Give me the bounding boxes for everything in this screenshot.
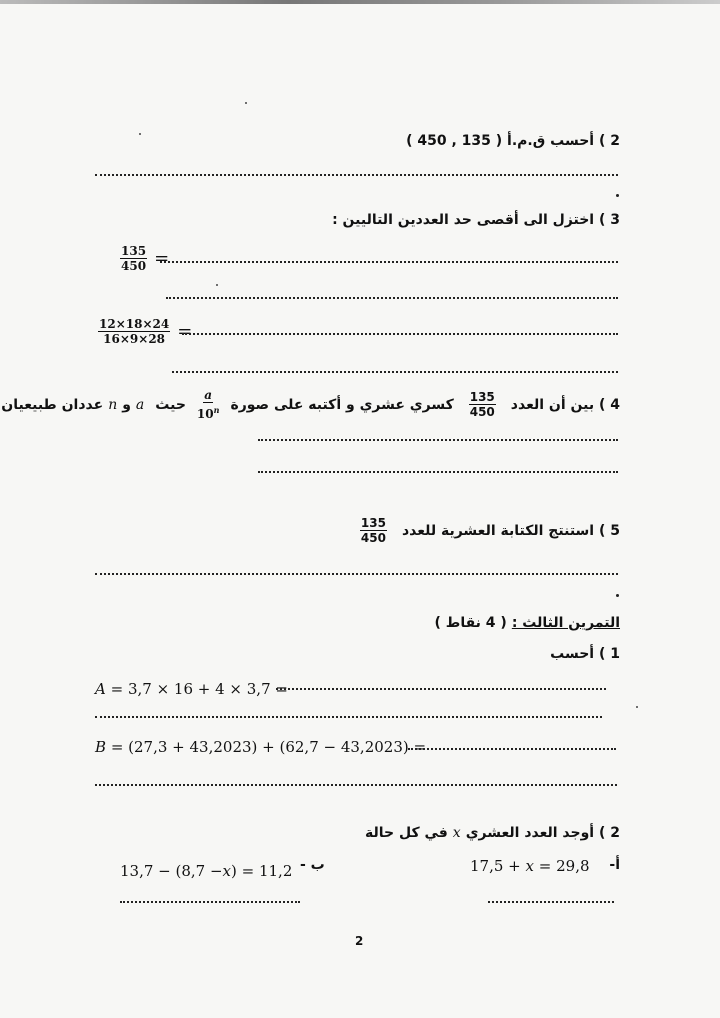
scan-speck (216, 284, 218, 286)
case-b-label: ب - (300, 857, 325, 873)
eq-right: ) = 11,2 (231, 862, 293, 880)
eq-right: = 29,8 (538, 857, 590, 875)
page-number: 2 (355, 934, 364, 948)
numerator: 12×18×24 (99, 317, 170, 331)
var-a: a (135, 396, 145, 413)
var-A: A (95, 680, 106, 698)
exercise-3-title (435, 615, 620, 631)
denominator: 450 (469, 405, 495, 419)
answer-line (95, 716, 602, 718)
answer-line (258, 471, 618, 473)
equals-sign: = (154, 248, 170, 269)
question-3: 3 ) اختزل الى أقصى حد العددين التاليين : (332, 212, 620, 228)
numerator: a (204, 388, 213, 402)
numerator: 135 (121, 244, 147, 258)
scan-speck (636, 706, 638, 708)
q5-text: 5 ) استنتج الكتابة العشرية للعدد (401, 522, 620, 539)
fraction (120, 244, 147, 273)
scan-speck (245, 102, 247, 104)
answer-line (120, 901, 300, 903)
fraction-product-expr (92, 317, 192, 346)
var-x: x (452, 825, 461, 841)
exercise-points: ( 4 نقاط ) (434, 615, 507, 631)
question-4 (1, 388, 620, 421)
scan-speck (139, 133, 141, 135)
eq-left: 13,7 − (8,7 − (120, 862, 223, 880)
p2-prefix: 2 ) أوجد العدد العشري (465, 825, 620, 841)
q4-suffix: عددان طبيعيان (1, 396, 104, 413)
question-2: 2 ) أحسب ق.م.أ ( 135 , 450 ) (406, 133, 620, 149)
var-B: B (95, 738, 107, 756)
dot-mark (616, 194, 619, 197)
var-x: x (525, 857, 534, 875)
answer-line (276, 688, 606, 690)
expression-a (95, 680, 288, 698)
base: 10 (196, 407, 214, 421)
fraction (360, 516, 387, 545)
fraction-135-450-expr (114, 244, 169, 273)
equation-a (470, 857, 590, 875)
fraction-a-over-10n (197, 388, 220, 421)
dot-mark (616, 594, 619, 597)
q4-and: و (122, 396, 131, 413)
q4-middle: كسري عشري و أكتبه على صورة (230, 396, 454, 413)
answer-line (95, 784, 617, 786)
scan-edge (0, 0, 720, 4)
answer-line (160, 261, 618, 263)
question-5 (354, 516, 620, 545)
case-a-label: أ- (609, 857, 620, 873)
q4-where: حيث (155, 396, 186, 413)
a-expr: = 3,7 × 16 + 4 × 3,7 = (110, 680, 288, 698)
part-1-label: 1 ) أحسب (550, 646, 620, 662)
denominator: 450 (121, 259, 147, 273)
answer-line (258, 439, 618, 441)
part-2-label (365, 825, 620, 841)
var-n: n (108, 396, 118, 413)
answer-line (95, 174, 618, 176)
answer-line (488, 901, 614, 903)
exercise-title: التمرين الثالث : (511, 615, 620, 631)
eq-left: 17,5 + (470, 857, 521, 875)
answer-line (172, 371, 618, 373)
denominator (197, 403, 220, 421)
var-x: x (222, 862, 232, 880)
exponent: n (213, 405, 220, 415)
fraction (98, 317, 170, 346)
equals-sign: = (177, 321, 193, 342)
p2-suffix: في كل حالة (364, 825, 448, 841)
denominator: 16×9×28 (103, 332, 166, 346)
denominator: 450 (360, 531, 386, 545)
numerator: 135 (360, 516, 386, 530)
expression-b (95, 738, 426, 756)
numerator: 135 (469, 390, 495, 404)
q4-prefix: 4 ) بين أن العدد (510, 396, 620, 413)
fraction (469, 390, 496, 419)
b-expr: = (27,3 + 43,2023) + (62,7 − 43,2023) = (110, 738, 427, 756)
answer-line (408, 748, 616, 750)
answer-line (166, 297, 618, 299)
equation-b (120, 862, 292, 880)
answer-line (182, 333, 618, 335)
answer-line (95, 573, 618, 575)
